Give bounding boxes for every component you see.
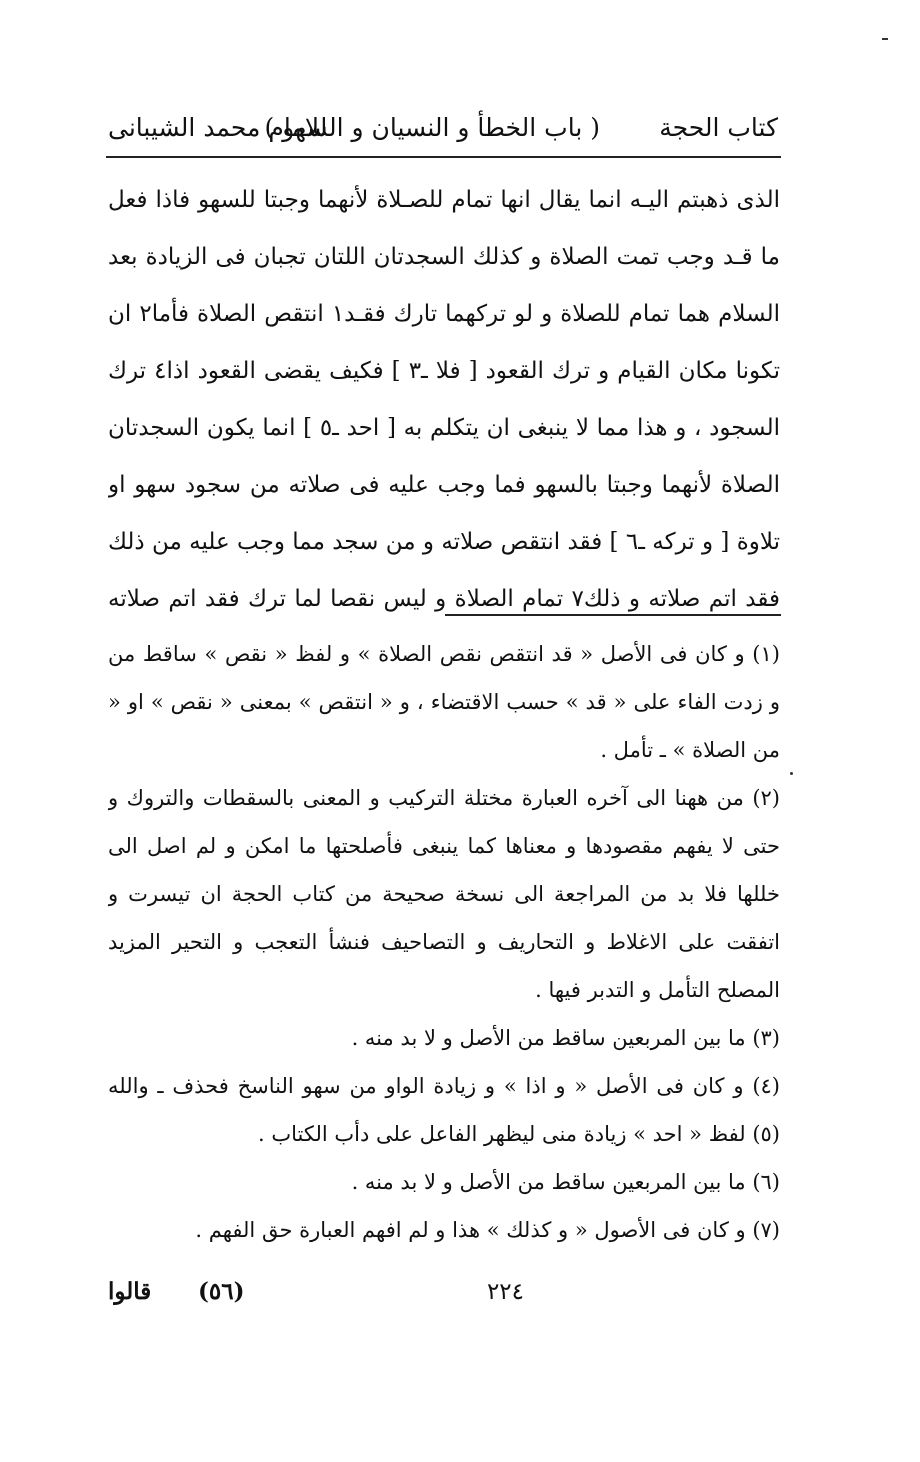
text-line-content: الذى ذهبتم اليـه انما يقال انها تمام للصـلاة لأنهما وجبتا للسهو فاذا فعل	[108, 187, 780, 213]
main-text	[108, 172, 780, 628]
text-line	[108, 514, 780, 571]
footnote-line: المصلح التأمل و التدبر فيها .	[535, 978, 780, 1002]
footnote-line: من الصلاة » ـ تأمل .	[600, 738, 780, 762]
text-line-content: السجود ، و هذا مما لا ينبغى ان يتكلم به [ احد ـ٥ ] انما يكون السجدتان	[108, 415, 780, 441]
text-line-content: الصلاة لأنهما وجبتا بالسهو فما وجب عليه فى صلاته من سجود سهو او	[108, 472, 780, 498]
footnotes	[108, 630, 780, 1254]
catchword: قالوا	[108, 1278, 152, 1305]
text-line	[108, 172, 780, 229]
footnote-line: (٥) لفظ « احد » زيادة منى ليظهر الفاعل على دأب الكتاب .	[258, 1122, 780, 1146]
text-line	[108, 343, 780, 400]
footnote-line: (٢) من ههنا الى آخره العبارة مختلة التركيب و المعنى بالسقطات والتروك و	[108, 786, 780, 810]
footnote-line: حتى لا يفهم مقصودها و معناها كما ينبغى فأصلحتها ما امكن و لم اصل الى	[108, 834, 780, 858]
page-number: ٢٢٤	[486, 1279, 524, 1305]
footnote-separator	[445, 614, 781, 616]
header-author: للامام محمد الشيبانى	[108, 113, 328, 142]
text-line	[108, 571, 780, 628]
footnote-line: (٤) و كان فى الأصل « و اذا » و زيادة الواو من سهو الناسخ فحذف ـ والله	[108, 1074, 780, 1098]
footnote-line: (١) و كان فى الأصل « قد انتقص نقص الصلاة » و لفظ « نقص » ساقط من	[108, 642, 780, 666]
text-line	[108, 457, 780, 514]
header-rule	[106, 156, 781, 158]
text-line	[108, 400, 780, 457]
running-header	[108, 108, 778, 156]
header-book-title: كتاب الحجة	[659, 113, 778, 142]
text-line-content: تلاوة [ و تركه ـ٦ ] فقد انتقص صلاته و من سجد مما وجب عليه من ذلك	[108, 529, 780, 555]
text-line	[108, 286, 780, 343]
footnote-line: و زدت الفاء على « قد » حسب الاقتضاء ، و « انتقص » بمعنى « نقص » او «	[108, 690, 780, 714]
header-chapter-title: ( باب الخطأ و النسيان و السهو )	[264, 113, 600, 142]
footnote-line: خللها فلا بد من المراجعة الى نسخة صحيحة من كتاب الحجة ان تيسرت و	[108, 882, 780, 906]
footnote-line: (٦) ما بين المربعين ساقط من الأصل و لا بد منه .	[351, 1170, 780, 1194]
text-line	[108, 229, 780, 286]
text-line-content: ما قـد وجب تمت الصلاة و كذلك السجدتان اللتان تجبان فى الزيادة بعد	[108, 244, 780, 270]
footnote-line: (٧) و كان فى الأصول « و كذلك » هذا و لم افهم العبارة حق الفهم .	[195, 1218, 780, 1242]
signature-mark: (٥٦)	[198, 1278, 245, 1305]
text-line-content: السلام هما تمام للصلاة و لو تركهما تارك فقـد١ انتقص الصلاة فأما٢ ان	[108, 301, 780, 327]
text-line-content: فقد اتم صلاته و ذلك٧ تمام الصلاة و ليس نقصا لما ترك فقد اتم صلاته	[108, 586, 780, 612]
text-line-content: تكونا مكان القيام و ترك القعود [ فلا ـ٣ ] فكيف يقضى القعود اذا٤ ترك	[108, 358, 780, 384]
scan-speck	[790, 772, 793, 775]
footnote-line: (٣) ما بين المربعين ساقط من الأصل و لا بد منه .	[351, 1026, 780, 1050]
page-footer	[108, 1272, 780, 1312]
footnote-line: اتفقت على الاغلاط و التحاريف و التصاحيف فنشأ التعجب و التحير المزيد	[108, 930, 780, 954]
scan-speck	[882, 38, 888, 40]
